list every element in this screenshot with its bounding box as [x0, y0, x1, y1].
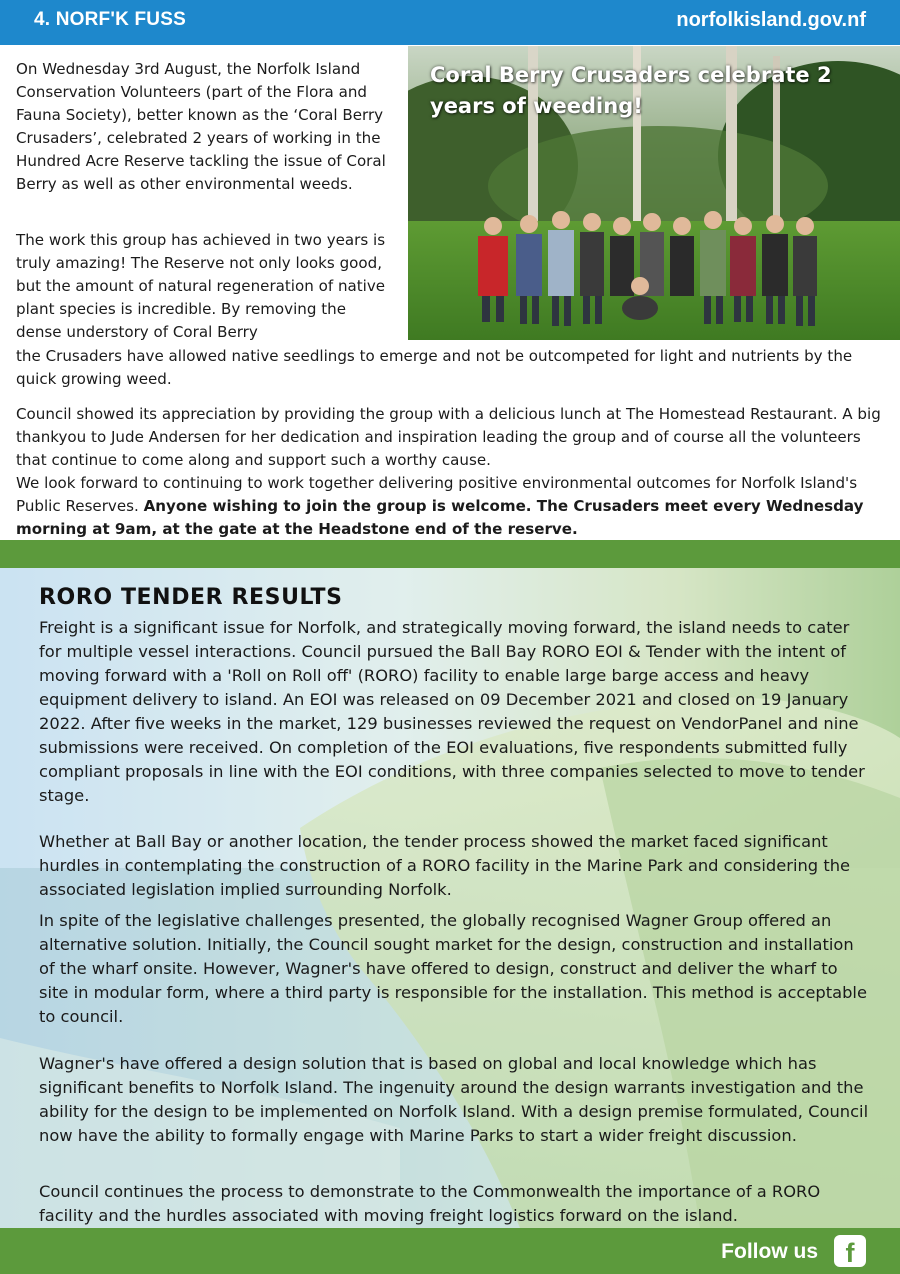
website-link[interactable]: norfolkisland.gov.nf: [676, 9, 866, 31]
footer-bar: [0, 1228, 900, 1274]
roro-paragraph-3: In spite of the legislative challenges presented, the globally recognised Wagner Group offered an alternative solution. Initially, the Council sought market for the design, construction and installation of the wharf onsite. However, Wagner's have offered to design, construct and deliver the wharf to site in modular form, where a third party is responsible for the installation. This method is acceptable to council.: [39, 911, 867, 1026]
article-paragraph-1: On Wednesday 3rd August, the Norfolk Island Conservation Volunteers (part of the Flora and Fauna Society), better known as the ‘Coral Berry Crusaders’, celebrated 2 years of working in the Hundred Acre Reserve tackling the issue of Coral Berry as well as other environmental weeds.: [16, 60, 386, 193]
facebook-icon[interactable]: f: [834, 1235, 866, 1267]
roro-heading: RORO TENDER RESULTS: [39, 585, 343, 610]
roro-paragraph-5: Council continues the process to demonstrate to the Commonwealth the importance of a RORO facility and the hurdles associated with moving freight logistics forward on the island.: [39, 1182, 821, 1225]
volunteers-photo: [408, 46, 900, 340]
outcomes-text: We look forward to continuing to work together delivering positive environmental outcomes for Norfolk Island's Public Reserves.: [16, 474, 858, 515]
article-paragraph-2: The work this group has achieved in two years is truly amazing! The Reserve not only looks good, but the amount of natural regeneration of native plant species is incredible. By removing the dense understory of Coral Berry: [16, 231, 386, 341]
follow-us-label: Follow us: [721, 1240, 818, 1263]
section-divider: [0, 540, 900, 568]
section-title: 4. NORF'K FUSS: [34, 9, 186, 30]
roro-paragraph-4: Wagner's have offered a design solution that is based on global and local knowledge which has significant benefits to Norfolk Island. The ingenuity around the design warrants investigation and the ability for the design to be implemented on Norfolk Island. With a design premise formulated, Council now have the ability to formally engage with Marine Parks to start a wider freight discussion.: [39, 1054, 869, 1145]
article-paragraph-3: [16, 403, 884, 541]
roro-paragraph-1: Freight is a significant issue for Norfolk, and strategically moving forward, the island needs to cater for multiple vessel interactions. Council pursued the Ball Bay RORO EOI & Tender with the intent of moving forward with a 'Roll on Roll off' (RORO) facility to enable large barge access and heavy equipment delivery to island. An EOI was released on 09 December 2021 and closed on 19 January 2022. After five weeks in the market, 129 businesses reviewed the request on VendorPanel and nine submissions were received. On completion of the EOI evaluations, five respondents submitted fully compliant proposals in line with the EOI conditions, with three companies selected to move to tender stage.: [39, 618, 865, 805]
join-invitation: Anyone wishing to join the group is welcome. The Crusaders meet every Wednesday morning at 9am, at the gate at the Headstone end of the reserve.: [16, 497, 864, 538]
photo-caption: Coral Berry Crusaders celebrate 2 years of weeding!: [430, 63, 832, 118]
article-paragraph-2-continued: the Crusaders have allowed native seedlings to emerge and not be outcompeted for light and nutrients by the quick growing weed.: [16, 347, 853, 388]
roro-paragraph-2: Whether at Ball Bay or another location, the tender process showed the market faced significant hurdles in contemplating the construction of a RORO facility in the Marine Park and considering the associated legislation implied surrounding Norfolk.: [39, 832, 851, 899]
appreciation-text: Council showed its appreciation by providing the group with a delicious lunch at The Homestead Restaurant. A big thankyou to Jude Andersen for her dedication and inspiration leading the group and of course all the volunteers that continue to come along and support such a worthy cause.: [16, 405, 881, 469]
top-banner: [0, 0, 900, 45]
